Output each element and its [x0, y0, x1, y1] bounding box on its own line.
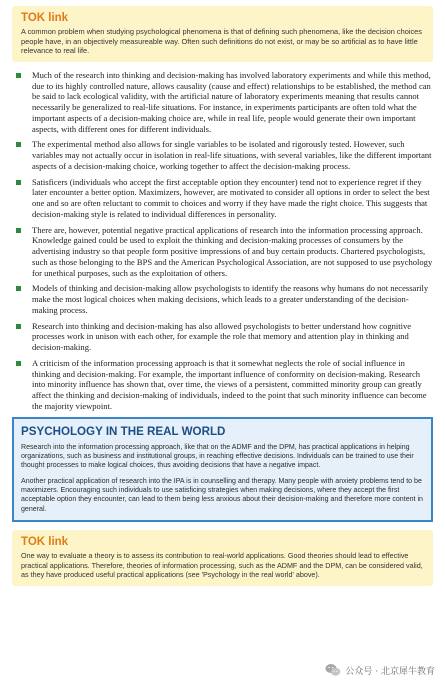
list-item [12, 321, 433, 353]
watermark-text: 公众号 · 北京犀牛教育 [345, 666, 435, 677]
psychology-real-world-box [12, 417, 433, 522]
bullet-square-icon [16, 73, 21, 78]
list-item [12, 358, 433, 412]
wechat-icon [325, 663, 341, 677]
bullet-square-icon [16, 361, 21, 366]
tok-link-title: TOK link [21, 12, 69, 24]
tok-link-box-top [12, 6, 433, 62]
list-item-text: There are, however, potential negative practical applications of research into the information processing approach. Knowledge gained could be used to exploit the thinking and decision-making processes of consumers by the advertising industry so that people form positive impressions of and buy certain products. Chartered psychologists, such as those belonging to the BPS and the American Psychological Association, are not supposed to use psychology for unethical purposes, such as the exploitation of others. [32, 224, 433, 278]
list-item-text: Satisficers (individuals who accept the first acceptable option they encounter) tend not to experience regret if they later encounter a better option. Maximizers, however, are motivated to consider all options in order to select the best one and so are often reluctant to commit to choices and worry if they have made the right choice. This suggests that decision-making style is related to individual differences in personality. [32, 176, 430, 219]
list-item [12, 225, 433, 279]
watermark [325, 663, 435, 677]
list-item [12, 139, 433, 171]
bullet-square-icon [16, 324, 21, 329]
tok-link-box-bottom [12, 530, 433, 586]
bullet-square-icon [16, 228, 21, 233]
list-item [12, 177, 433, 220]
list-item-text: The experimental method also allows for single variables to be isolated and rigorously tested. However, such variables may not actually occur in isolation in real-life situations, with several variables, like the different important aspects of a decision-making choice, working together to affect the decision-making process. [32, 139, 432, 171]
real-world-paragraph: Another practical application of research into the IPA is in counselling and therapy. Many people with anxiety problems tend to be maximizers. Encouraging such individuals to use satisficing strategies when making decisions, where they accept the first acceptable option they encounter, can lead to them being less anxious about their decision-making and therefore more content in general. [21, 477, 423, 513]
list-item-text: A criticism of the information processing approach is that it somewhat neglects the role of social influence in thinking and decision-making. For example, the important influence of conformity on decision-making. Research into minority influence has shown that, over time, the views of a persistent, committed minority group can greatly affect the thinking and decision-making of individuals, indeed to the point that such minority influence can become the majority viewpoint. [32, 357, 427, 411]
real-world-paragraph: Research into the information processing approach, like that on the ADMF and the DPM, has practical applications in helping organizations, such as business and institutional groups, in reaching effective decisions. Individuals can be trained to use their thought processes to make logical choices, thus avoiding decisions that have a negative impact. [21, 443, 414, 470]
bullet-square-icon [16, 286, 21, 291]
tok-link-title: TOK link [21, 535, 69, 548]
real-world-title: PSYCHOLOGY IN THE REAL WORLD [21, 424, 226, 438]
list-item [12, 70, 433, 135]
list-item-text: Much of the research into thinking and decision-making has involved laboratory experiments and while this method, due to its highly controlled nature, allows causality (cause and effect) relationships to be established, the method can be said to lack ecological validity, with the artificial nature of laboratory experiments meaning that results cannot necessarily be generalized to real-life situations. For instance, in experiments participants are often told what the important aspects of a decision-making choice are, while in real life, people would generate their own important aspects, with different ones for different individuals. [32, 69, 431, 134]
bullet-square-icon [16, 180, 21, 185]
list-item-text: Models of thinking and decision-making allow psychologists to identify the reasons why humans do not necessarily make the most logical choices when making decisions, which leads to a greater understanding of the decision-making process. [32, 283, 429, 315]
evaluation-bullet-list [12, 70, 433, 412]
bullet-square-icon [16, 142, 21, 147]
tok-link-text: One way to evaluate a theory is to assess its contribution to real-world applications. Good theories should lead to effective practical applications. Therefore, theories of information processing, such as the ADMF and the DPM, can be considered valid, as they have produced useful practical applications (see 'Psychology in the real world' above). [21, 550, 423, 580]
list-item-text: Research into thinking and decision-making has also allowed psychologists to better understand how cognitive processes work in unison with each other, for example the role that memory and attention play in thinking and decision-making. [32, 320, 412, 353]
list-item [12, 283, 433, 315]
tok-link-text: A common problem when studying psychological phenomena is that of defining such phenomena, like the decision choices people have, in an objectively measureable way. Often such definitions do not exist, or may be so artificial as to have little relevance to real life. [21, 27, 422, 56]
